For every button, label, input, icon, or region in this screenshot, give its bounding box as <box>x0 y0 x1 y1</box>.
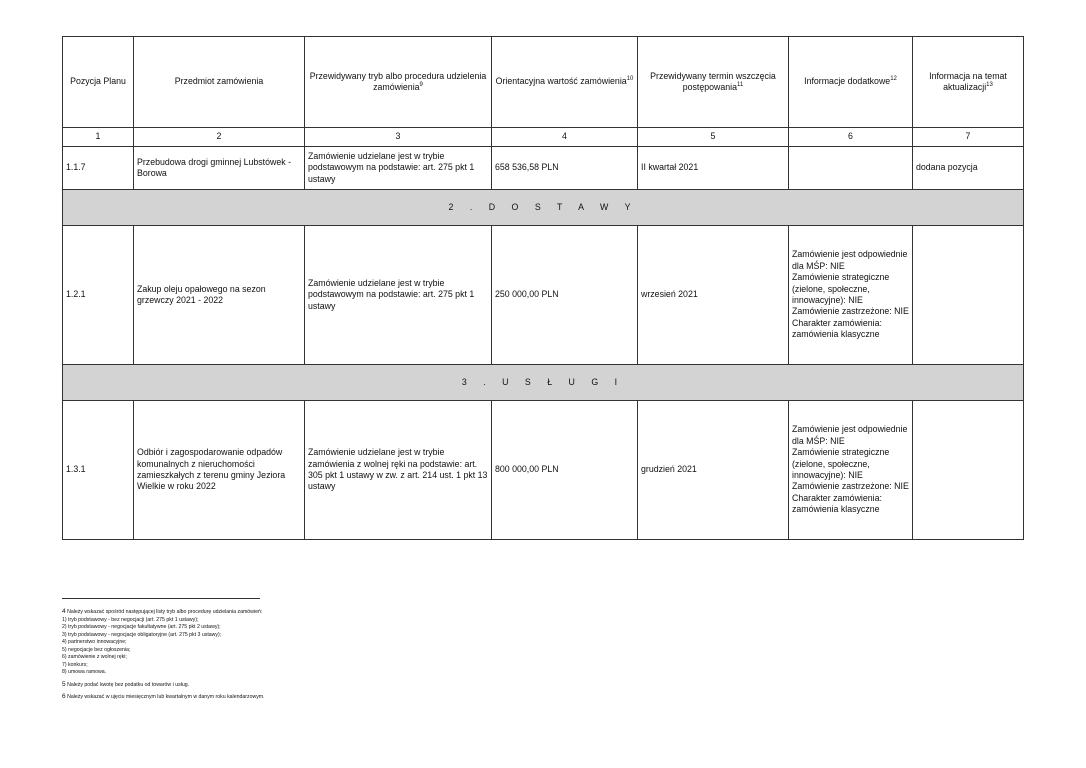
footnote-divider <box>62 598 260 599</box>
cell-mode: Zamówienie udzielane jest w trybie podstawowym na podstawie: art. 275 pkt 1 ustawy <box>305 147 492 190</box>
column-number: 1 <box>63 128 134 147</box>
footnote-number: 5 <box>62 680 66 688</box>
footnotes <box>62 598 762 705</box>
info-line: Zamówienie jest odpowiednie dla MŚP: NIE <box>792 249 908 271</box>
header-info: Informacje dodatkowe$^{12}$ <box>789 37 913 128</box>
column-number: 5 <box>638 128 789 147</box>
table-row <box>63 226 1024 365</box>
column-number: 6 <box>789 128 913 147</box>
header-row <box>63 37 1024 128</box>
info-line: Charakter zamówienia: zamówienia klasyczne <box>792 317 882 340</box>
table-row <box>63 147 1024 190</box>
cell-info <box>789 226 913 365</box>
cell-term: grudzień 2021 <box>638 401 789 540</box>
header-position: Pozycja Planu <box>63 37 134 128</box>
info-line: Zamówienie strategiczne (zielone, społeczne, innowacyjne): NIE <box>792 447 890 480</box>
cell-subject: Przebudowa drogi gminnej Lubstówek - Borowa <box>134 147 305 190</box>
footnote-item: 8) umowa ramowa. <box>62 669 107 676</box>
footnote-text: Należy wskazać w ujęciu miesięcznym lub kwartalnym w danym roku kalendarzowym. <box>67 694 265 701</box>
footnote-number: 6 <box>62 693 66 701</box>
cell-subject: Zakup oleju opałowego na sezon grzewczy 2021 - 2022 <box>134 226 305 365</box>
header-update: Informacja na temat aktualizacji$^{13}$ <box>913 37 1024 128</box>
footnote-item: 7) konkurs; <box>62 661 88 668</box>
footnote-number: 4 <box>62 608 66 615</box>
column-number: 3 <box>305 128 492 147</box>
column-number-row <box>63 128 1024 147</box>
footnote-item: 2) tryb podstawowy - negocjacje fakultatywne (art. 275 pkt 2 ustawy); <box>62 624 221 631</box>
header-term: Przewidywany termin wszczęcia postępowania$^{11}$ <box>638 37 789 128</box>
footnote-item: 5) negocjacje bez ogłoszenia; <box>62 646 131 653</box>
info-line: Zamówienie zastrzeżone: NIE <box>792 306 909 317</box>
footnote-item: 3) tryb podstawowy - negocjacje obligatoryjne (art. 275 pkt 3 ustawy); <box>62 631 222 638</box>
cell-info <box>789 401 913 540</box>
cell-position: 1.1.7 <box>63 147 134 190</box>
section-title: 3 . U S Ł U G I <box>63 365 1024 401</box>
cell-term: II kwartał 2021 <box>638 147 789 190</box>
cell-mode: Zamówienie udzielane jest w trybie zamówienia z wolnej ręki na podstawie: art. 305 pkt 1 ustawy w zw. z art. 214 ust. 1 pkt 13 ustawy <box>305 401 492 540</box>
cell-update <box>913 401 1024 540</box>
cell-value: 800 000,00 PLN <box>492 401 638 540</box>
footnote-6 <box>62 692 762 702</box>
footnote-item: 6) zamówienie z wolnej ręki; <box>62 654 127 661</box>
header-value: Orientacyjna wartość zamówienia$^{10}$ <box>492 37 638 128</box>
header-subject: Przedmiot zamówienia <box>134 37 305 128</box>
procurement-plan-table <box>62 36 1024 540</box>
cell-position: 1.2.1 <box>63 226 134 365</box>
footnote-5 <box>62 680 762 690</box>
table-row <box>63 401 1024 540</box>
info-line: Zamówienie jest odpowiednie dla MŚP: NIE <box>792 424 908 446</box>
footnote-4 <box>62 607 762 677</box>
footnote-item: 1) tryb podstawowy - bez negocjacji (art. 275 pkt 1 ustawy); <box>62 616 199 623</box>
cell-value: 250 000,00 PLN <box>492 226 638 365</box>
footnote-item: 4) partnerstwo innowacyjne; <box>62 639 127 646</box>
info-line: Zamówienie zastrzeżone: NIE <box>792 481 909 492</box>
column-number: 4 <box>492 128 638 147</box>
footnote-text: Należy wskazać spośród następującej listy tryb albo procedurę udzielania zamówień: <box>67 609 263 615</box>
cell-position: 1.3.1 <box>63 401 134 540</box>
cell-info <box>789 147 913 190</box>
cell-update <box>913 226 1024 365</box>
column-number: 2 <box>134 128 305 147</box>
header-mode: Przewidywany tryb albo procedura udzielenia zamówienia$^9$ <box>305 37 492 128</box>
cell-update: dodana pozycja <box>913 147 1024 190</box>
column-number: 7 <box>913 128 1024 147</box>
section-row-dostawy <box>63 190 1024 226</box>
info-line: Zamówienie strategiczne (zielone, społeczne, innowacyjne): NIE <box>792 272 890 305</box>
section-title: 2 . D O S T A W Y <box>63 190 1024 226</box>
footnote-text: Należy podać kwotę bez podatku od towarów i usług. <box>67 681 190 688</box>
cell-subject: Odbiór i zagospodarowanie odpadów komunalnych z nieruchomości zamieszkałych z terenu gminy Jeziora Wielkie w roku 2022 <box>134 401 305 540</box>
info-line: Charakter zamówienia: zamówienia klasyczne <box>792 492 882 515</box>
cell-term: wrzesień 2021 <box>638 226 789 365</box>
cell-value: 658 536,58 PLN <box>492 147 638 190</box>
cell-mode: Zamówienie udzielane jest w trybie podstawowym na podstawie: art. 275 pkt 1 ustawy <box>305 226 492 365</box>
section-row-uslugi <box>63 365 1024 401</box>
